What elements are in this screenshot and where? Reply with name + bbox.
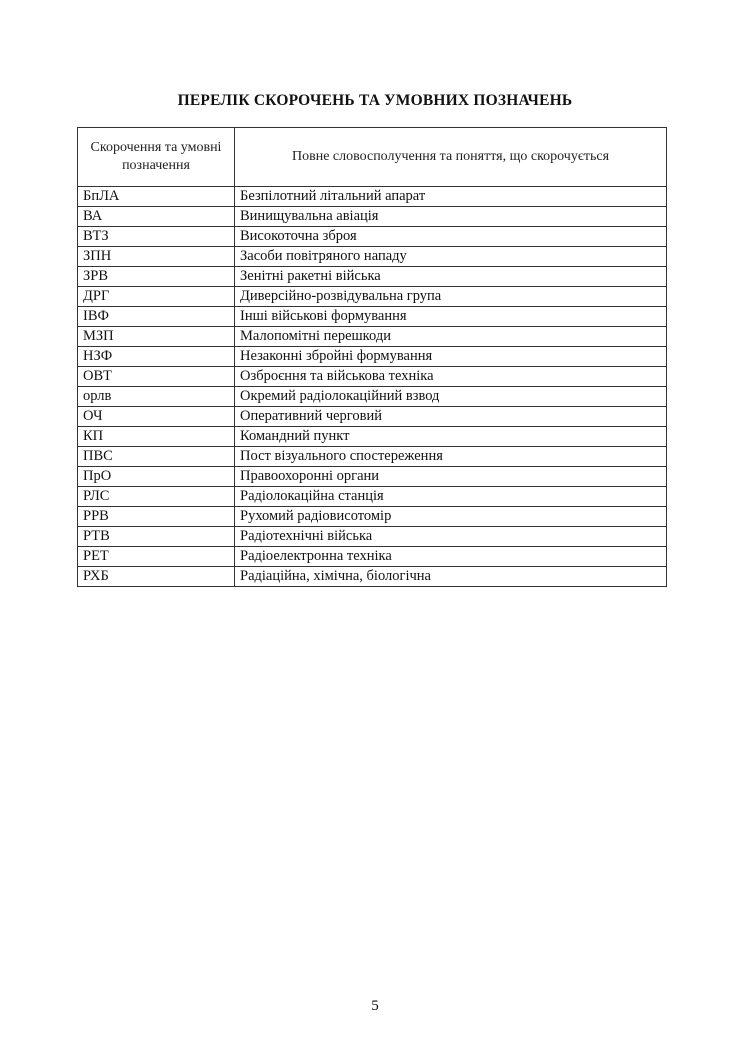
table-row [78, 487, 667, 507]
table-row [78, 207, 667, 227]
table-row [78, 307, 667, 327]
abbreviation-cell: РРВ [78, 507, 235, 527]
abbreviation-cell: ДРГ [78, 287, 235, 307]
abbreviation-cell: РЛС [78, 487, 235, 507]
table-row [78, 447, 667, 467]
abbreviation-cell: ОЧ [78, 407, 235, 427]
table-row [78, 547, 667, 567]
definition-cell: Високоточна зброя [235, 227, 667, 247]
abbreviation-cell: ЗПН [78, 247, 235, 267]
abbreviation-cell: ІВФ [78, 307, 235, 327]
abbreviation-cell: НЗФ [78, 347, 235, 367]
abbreviation-cell: орлв [78, 387, 235, 407]
definition-cell: Зенітні ракетні війська [235, 267, 667, 287]
page-number: 5 [371, 998, 379, 1014]
abbreviation-cell: РТВ [78, 527, 235, 547]
definition-cell: Окремий радіолокаційний взвод [235, 387, 667, 407]
definition-cell: Радіолокаційна станція [235, 487, 667, 507]
table-row [78, 287, 667, 307]
abbreviation-cell: ВА [78, 207, 235, 227]
abbreviation-cell: ВТЗ [78, 227, 235, 247]
definition-cell: Озброєння та військова техніка [235, 367, 667, 387]
table-row [78, 267, 667, 287]
abbreviation-cell: КП [78, 427, 235, 447]
page-title: ПЕРЕЛІК СКОРОЧЕНЬ ТА УМОВНИХ ПОЗНАЧЕНЬ [177, 92, 573, 109]
definition-cell: Незаконні збройні формування [235, 347, 667, 367]
header-abbreviation: Скорочення та умовні позначення [78, 128, 235, 187]
table-row [78, 387, 667, 407]
abbreviation-cell: ПрО [78, 467, 235, 487]
header-full-phrase: Повне словосполучення та поняття, що скорочується [235, 128, 667, 187]
table-row [78, 527, 667, 547]
definition-cell: Інші військові формування [235, 307, 667, 327]
definition-cell: Малопомітні перешкоди [235, 327, 667, 347]
table-row [78, 347, 667, 367]
abbreviation-cell: БпЛА [78, 187, 235, 207]
abbreviation-cell: РЕТ [78, 547, 235, 567]
table-row [78, 367, 667, 387]
definition-cell: Диверсійно-розвідувальна група [235, 287, 667, 307]
definition-cell: Радіоелектронна техніка [235, 547, 667, 567]
table-row [78, 227, 667, 247]
abbreviation-cell: ОВТ [78, 367, 235, 387]
table-row [78, 407, 667, 427]
table-row [78, 507, 667, 527]
definition-cell: Командний пункт [235, 427, 667, 447]
definition-cell: Оперативний черговий [235, 407, 667, 427]
definition-cell: Безпілотний літальний апарат [235, 187, 667, 207]
abbreviation-cell: ПВС [78, 447, 235, 467]
definition-cell: Радіаційна, хімічна, біологічна [235, 567, 667, 587]
definition-cell: Пост візуального спостереження [235, 447, 667, 467]
table-row [78, 187, 667, 207]
table-row [78, 567, 667, 587]
table-row [78, 427, 667, 447]
abbreviations-table [77, 127, 667, 587]
table-header-row [78, 128, 667, 187]
abbreviation-cell: МЗП [78, 327, 235, 347]
definition-cell: Радіотехнічні війська [235, 527, 667, 547]
table-row [78, 327, 667, 347]
definition-cell: Засоби повітряного нападу [235, 247, 667, 267]
definition-cell: Правоохоронні органи [235, 467, 667, 487]
definition-cell: Винищувальна авіація [235, 207, 667, 227]
table-row [78, 467, 667, 487]
table-row [78, 247, 667, 267]
abbreviation-cell: РХБ [78, 567, 235, 587]
abbreviation-cell: ЗРВ [78, 267, 235, 287]
definition-cell: Рухомий радіовисотомір [235, 507, 667, 527]
